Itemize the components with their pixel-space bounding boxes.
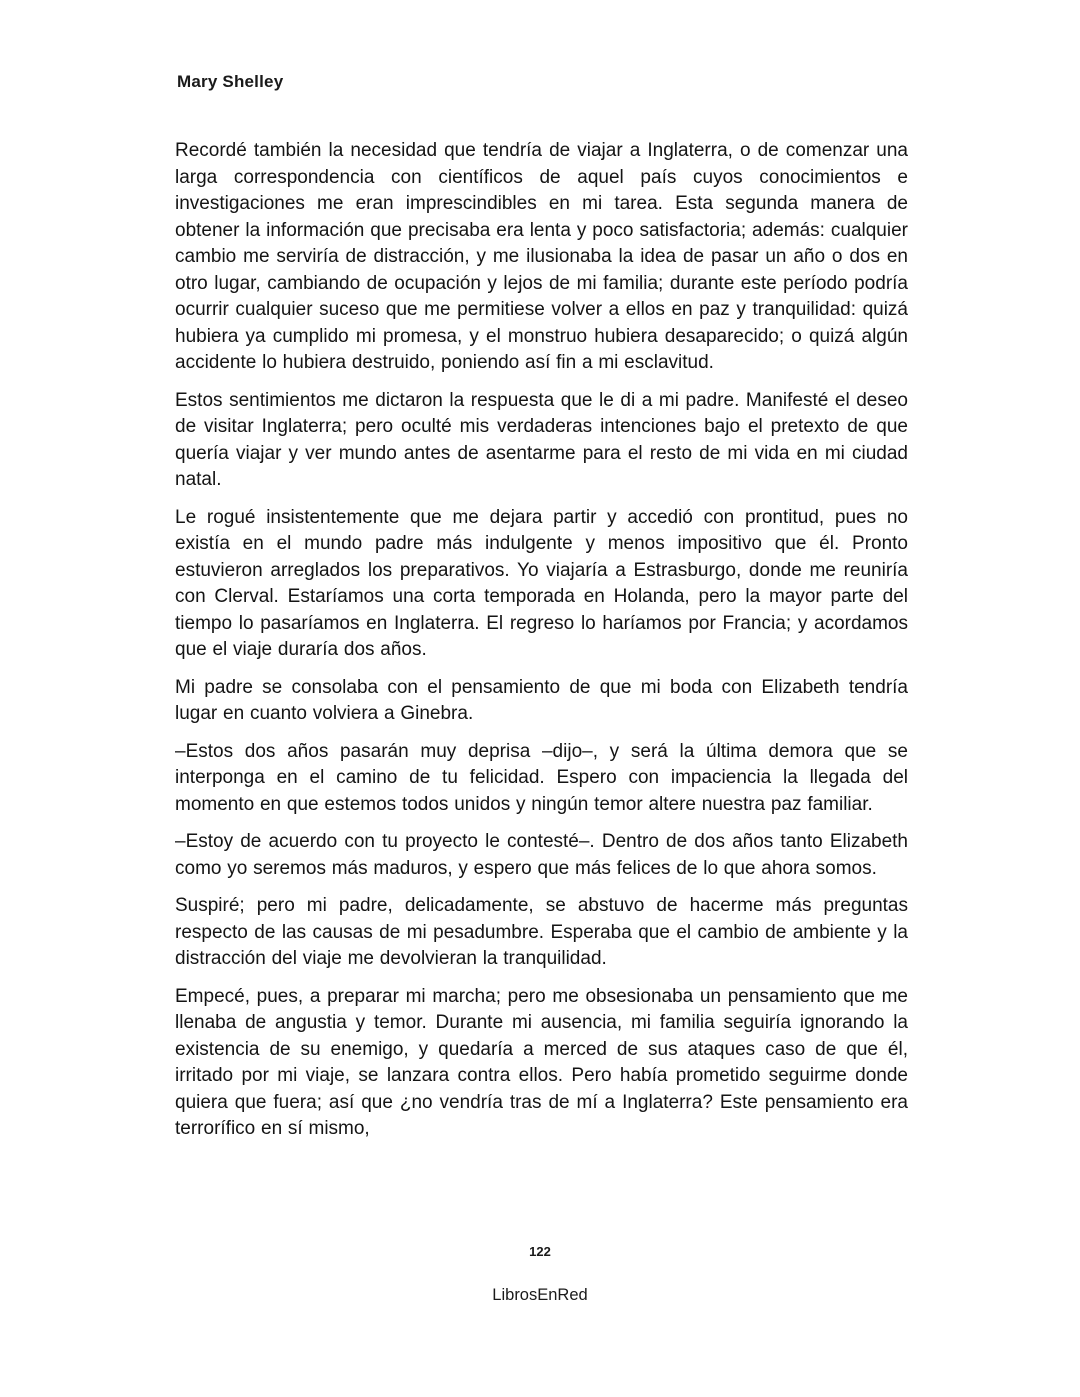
- paragraph: Estos sentimientos me dictaron la respuesta que le di a mi padre. Manifesté el deseo de visitar Inglaterra; pero oculté mis verdaderas intenciones bajo el pretexto de que quería viajar y ver mundo antes de asentarme para el resto de mi vida en mi ciudad natal.: [175, 389, 908, 490]
- running-header-author: Mary Shelley: [177, 72, 284, 91]
- paragraph: –Estoy de acuerdo con tu proyecto le contesté–. Dentro de dos años tanto Elizabeth como yo seremos más maduros, y espero que más felices de lo que ahora somos.: [175, 831, 908, 879]
- paragraph: Empecé, pues, a preparar mi marcha; pero me obsesionaba un pensamiento que me llenaba de angustia y temor. Durante mi ausencia, mi familia seguiría ignorando la existencia de su enemigo, y quedaría a merced de sus ataques caso de que él, irritado por mi viaje, se lanzara contra ellos. Pero había prometido seguirme donde quiera que fuera; así que ¿no vendría tras de mí a Inglaterra? Este pensamiento era terrorífico en sí mismo,: [175, 985, 908, 1139]
- page-number: 122: [529, 1244, 551, 1259]
- paragraph: Mi padre se consolaba con el pensamiento de que mi boda con Elizabeth tendría lugar en cuanto volviera a Ginebra.: [175, 676, 908, 724]
- page-footer: [0, 1227, 1080, 1397]
- paragraph: Suspiré; pero mi padre, delicadamente, se abstuvo de hacerme más preguntas respecto de las causas de mi pesadumbre. Esperaba que el cambio de ambiente y la distracción del viaje me devolvieran la tranquilidad.: [175, 895, 908, 969]
- paragraph: –Estos dos años pasarán muy deprisa –dijo–, y será la última demora que se interponga en el camino de tu felicidad. Espero con impaciencia la llegada del momento en que estemos todos unidos y ningún temor altere nuestra paz familiar.: [175, 740, 908, 815]
- publisher-name: LibrosEnRed: [492, 1286, 588, 1304]
- page-body-text: [175, 138, 908, 1143]
- paragraph: Recordé también la necesidad que tendría de viajar a Inglaterra, o de comenzar una larga correspondencia con científicos de aquel país cuyos conocimientos e investigaciones me eran imprescindibles en mi tarea. Esta segunda manera de obtener la información que precisaba era lenta y poco satisfactoria; además: cualquier cambio me serviría de distracción, y me ilusionaba la idea de pasar un año o dos en otro lugar, cambiando de ocupación y lejos de mi familia; durante este período podría ocurrir cualquier suceso que me permitiese volver a ellos en paz y tranquilidad: quizá hubiera ya cumplido mi promesa, y el monstruo hubiera desaparecido; o quizá algún accidente lo hubiera destruido, poniendo así fin a mi esclavitud.: [175, 140, 908, 373]
- paragraph: Le rogué insistentemente que me dejara partir y accedió con prontitud, pues no existía en el mundo padre más indulgente y menos impositivo que él. Pronto estuvieron arreglados los preparativos. Yo viajaría a Estrasburgo, donde me reuniría con Clerval. Estaríamos una corta temporada en Holanda, pero la mayor parte del tiempo lo pasaríamos en Inglaterra. El regreso lo haríamos por Francia; y acordamos que el viaje duraría dos años.: [175, 506, 908, 660]
